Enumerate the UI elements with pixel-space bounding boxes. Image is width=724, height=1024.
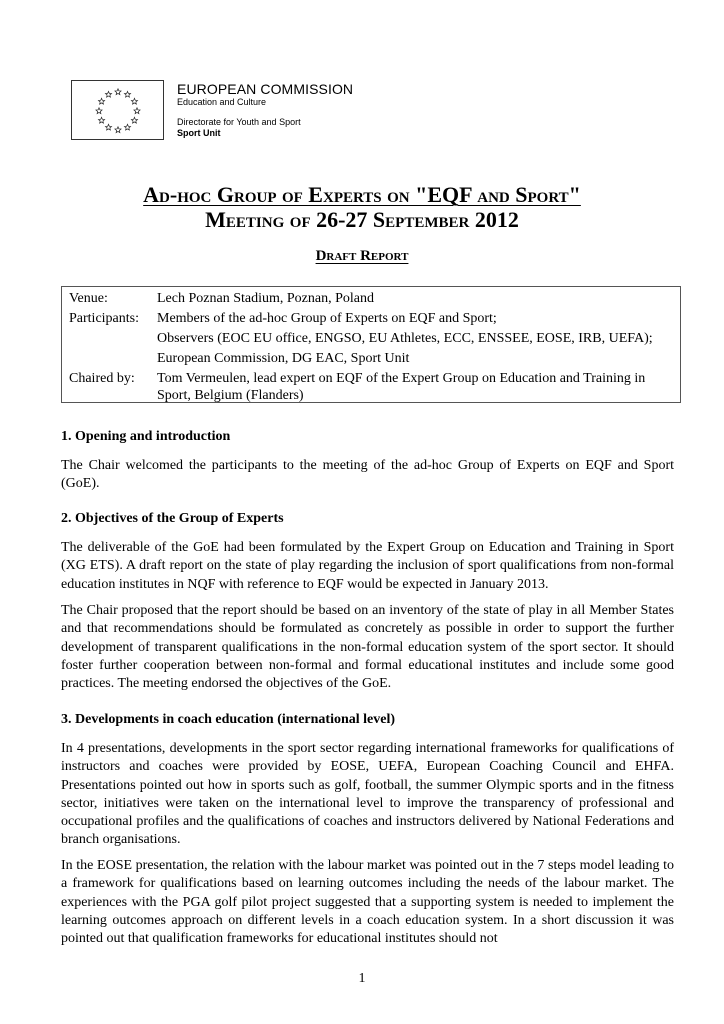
star-icon xyxy=(131,117,137,123)
section-heading: 3. Developments in coach education (international level) xyxy=(61,712,396,727)
paragraph: In 4 presentations, developments in the sport sector regarding international frameworks for qualifications of instructors and coaches were provided by EOSE, UEFA, European Coaching Council and EHFA. Presentations pointed out how in sports such as golf, football, the summer Olympic sports and in the fitness sector, initiatives were taken on the international level to improve the transparency of professional and occupational profiles and the qualifications of coaches and instructors delivered by National Federations and branch organisations. xyxy=(61,741,674,848)
info-value: Tom Vermeulen, lead expert on EQF of the Expert Group on Education and Training in Sport, Belgium (Flanders) xyxy=(157,371,646,403)
unit-name: Sport Unit xyxy=(177,128,221,138)
eu-flag-stars-icon xyxy=(72,81,165,141)
star-icon xyxy=(96,108,102,114)
star-icon xyxy=(99,117,105,123)
info-label: Venue: xyxy=(69,291,108,306)
star-icon xyxy=(124,124,130,130)
meeting-info-table xyxy=(61,286,681,403)
directorate-name: Directorate for Youth and Sport xyxy=(177,117,301,127)
organisation-name: EUROPEAN COMMISSION xyxy=(177,81,354,97)
star-icon xyxy=(115,89,121,95)
dg-name: Education and Culture xyxy=(177,97,267,107)
star-icon xyxy=(99,98,105,104)
info-value: Lech Poznan Stadium, Poznan, Poland xyxy=(157,291,374,306)
star-icon xyxy=(115,127,121,133)
star-icon xyxy=(105,91,111,97)
page-number: 1 xyxy=(358,971,366,986)
info-value: Observers (EOC EU office, ENGSO, EU Athletes, ECC, ENSSEE, EOSE, IRB, UEFA); xyxy=(157,331,653,346)
document-subtitle: Draft Report xyxy=(315,248,409,264)
star-icon xyxy=(131,98,137,104)
eu-logo xyxy=(71,80,164,140)
letterhead xyxy=(177,81,353,139)
star-icon xyxy=(105,124,111,130)
info-value: Members of the ad-hoc Group of Experts on EQF and Sport; xyxy=(157,311,497,326)
info-label: Chaired by: xyxy=(69,371,135,386)
meeting-date-title: Meeting of 26-27 September 2012 xyxy=(205,207,519,232)
info-value: European Commission, DG EAC, Sport Unit xyxy=(157,351,410,366)
section-heading: 1. Opening and introduction xyxy=(61,429,231,444)
document-title: Ad-hoc Group of Experts on "EQF and Sport" xyxy=(143,182,581,207)
star-icon xyxy=(124,91,130,97)
paragraph: In the EOSE presentation, the relation with the labour market was pointed out in the 7 steps model leading to a framework for qualifications based on learning outcomes including the needs of the labour market. The experiences with the PGA golf pilot project suggested that a supporting system is needed to implement the learning outcomes approach on different levels in a coach education system. In a short discussion it was pointed out that qualification frameworks for educational institutes should not xyxy=(61,858,674,947)
paragraph: The Chair proposed that the report should be based on an inventory of the state of play in all Member States and that recommendations should be formulated as concretely as possible in order to support the further development of transparent qualifications in the non-formal education system of the sport sector. It should foster further cooperation between non-formal and formal educational institutes and include some good practices. The meeting endorsed the objectives of the GoE. xyxy=(61,603,674,692)
paragraph: The deliverable of the GoE had been formulated by the Expert Group on Education and Training in Sport (XG ETS). A draft report on the state of play regarding the inclusion of sport qualifications from non-formal education institutes in NQF with reference to EQF would be expected in January 2013. xyxy=(61,540,674,592)
section-heading: 2. Objectives of the Group of Experts xyxy=(61,511,284,526)
star-icon xyxy=(134,108,140,114)
paragraph: The Chair welcomed the participants to the meeting of the ad-hoc Group of Experts on EQF and Sport (GoE). xyxy=(61,458,674,492)
info-label: Participants: xyxy=(69,311,139,326)
